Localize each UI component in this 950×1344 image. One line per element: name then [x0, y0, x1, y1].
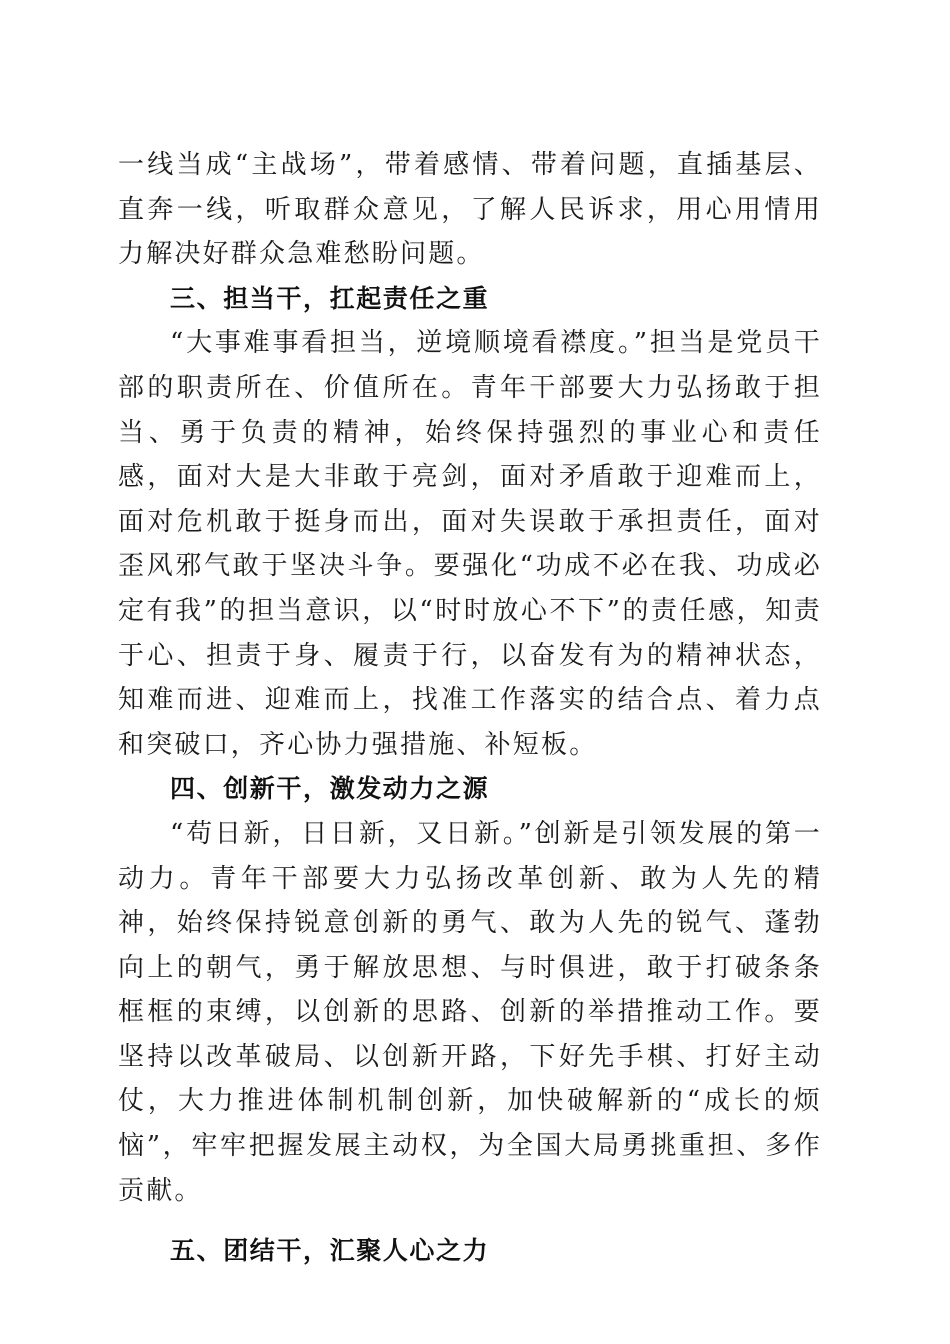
section-heading-5: 五、团结干，汇聚人心之力: [170, 1236, 490, 1266]
section-heading-3: 三、担当干，扛起责任之重: [170, 283, 490, 313]
paragraph-continued: 一线当成“主战场”，带着感情、带着问题，直插基层、直奔一线，听取群众意见，了解人民诉求，用心用情用力解决好群众急难愁盼问题。: [118, 150, 822, 270]
paragraph-responsibility: “大事难事看担当，逆境顺境看襟度。”担当是党员干部的职责所在、价值所在。青年干部要大力弘扬敢于担当、勇于负责的精神，始终保持强烈的事业心和责任感，面对大是大非敢于亮剑，面对矛盾敢于迎难而上，面对危机敢于挺身而出，面对失误敢于承担责任，面对歪风邪气敢于坚决斗争。要强化“功成不必在我、功成必定有我”的担当意识，以“时时放心不下”的责任感，知责于心、担责于身、履责于行，以奋发有为的精神状态，知难而进、迎难而上，找准工作落实的结合点、着力点和突破口，齐心协力强措施、补短板。: [118, 328, 822, 760]
document-page: [118, 143, 822, 1274]
spacer: [118, 1213, 822, 1229]
paragraph-innovation: “苟日新，日日新，又日新。”创新是引领发展的第一动力。青年干部要大力弘扬改革创新、敢为人先的精神，始终保持锐意创新的勇气、敢为人先的锐气、蓬勃向上的朝气，勇于解放思想、与时俱进，敢于打破条条框框的束缚，以创新的思路、创新的举措推动工作。要坚持以改革破局、以创新开路，下好先手棋、打好主动仗，大力推进体制机制创新，加快破解新的“成长的烦恼”，牢牢把握发展主动权，为全国大局勇挑重担、多作贡献。: [118, 818, 822, 1206]
section-heading-4: 四、创新干，激发动力之源: [170, 774, 490, 804]
